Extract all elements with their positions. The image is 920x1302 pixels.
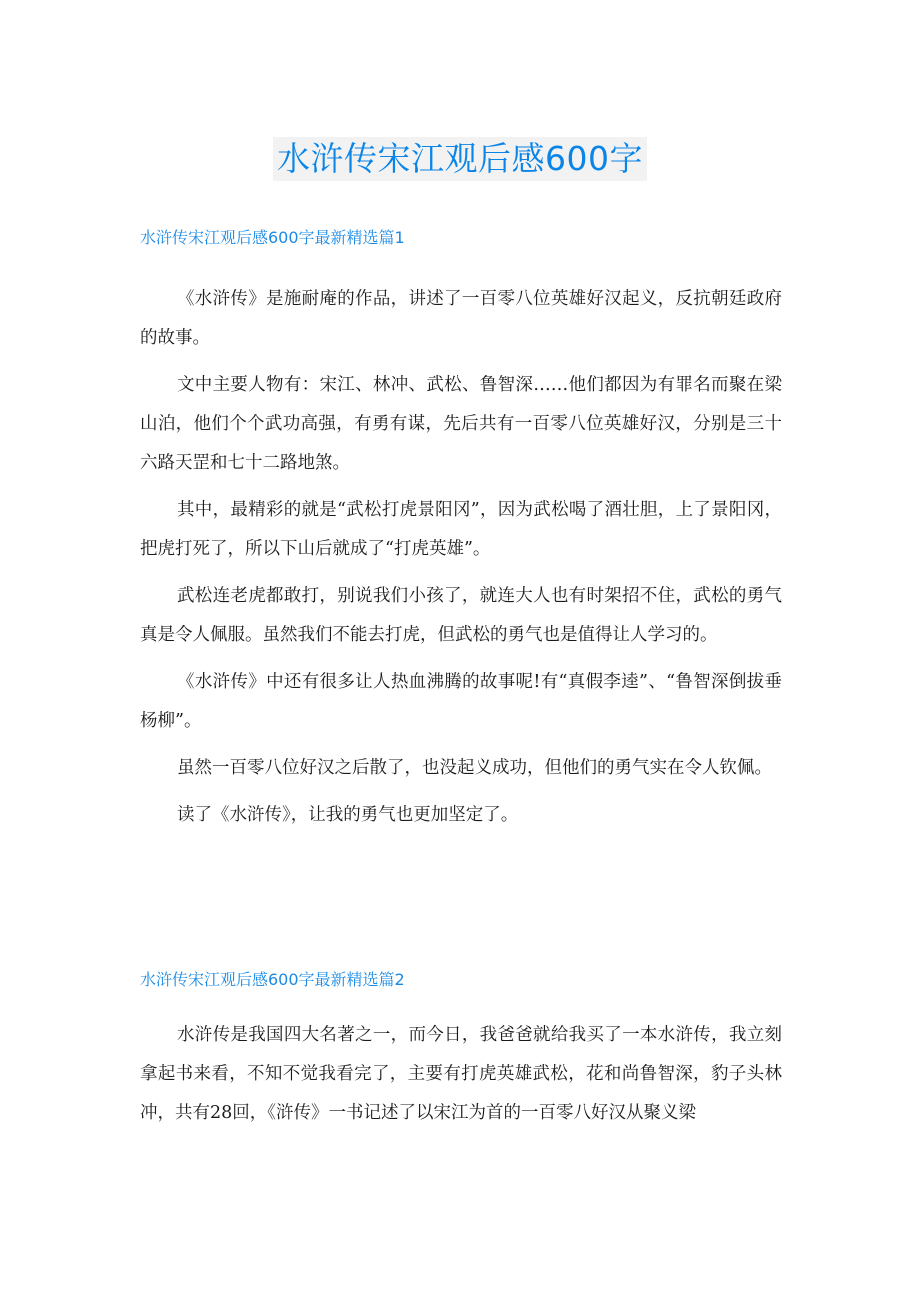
paragraph: 《水浒传》是施耐庵的作品，讲述了一百零八位英雄好汉起义，反抗朝廷政府的故事。 <box>140 289 782 348</box>
title-container <box>0 137 920 181</box>
paragraph: 读了《水浒传》，让我的勇气也更加坚定了。 <box>177 805 519 825</box>
paragraph: 水浒传是我国四大名著之一，而今日，我爸爸就给我买了一本水浒传，我立刻拿起书来看，不知不觉我看完了，主要有打虎英雄武松，花和尚鲁智深，豹子头林冲，共有28回，《浒传》一书记述了以宋江为首的一百零八好汉从聚义梁 <box>140 1025 782 1123</box>
paragraph: 武松连老虎都敢打，别说我们小孩了，就连大人也有时架招不住，武松的勇气真是令人佩服。虽然我们不能去打虎，但武松的勇气也是值得让人学习的。 <box>140 586 782 645</box>
section-heading-2: 水浒传宋江观后感600字最新精选篇2 <box>140 970 405 989</box>
paragraph: 《水浒传》中还有很多让人热血沸腾的故事呢!有“真假李逵”、“鲁智深倒拔垂杨柳”。 <box>140 672 782 731</box>
paragraph: 其中，最精彩的就是“武松打虎景阳冈”，因为武松喝了酒壮胆，上了景阳冈，把虎打死了，所以下山后就成了“打虎英雄”。 <box>140 500 782 559</box>
section-heading-1: 水浒传宋江观后感600字最新精选篇1 <box>140 228 405 247</box>
paragraph: 虽然一百零八位好汉之后散了，也没起义成功，但他们的勇气实在令人钦佩。 <box>177 758 772 778</box>
section-body-2 <box>140 1016 782 1141</box>
document-title: 水浒传宋江观后感600字 <box>273 137 647 181</box>
paragraph: 文中主要人物有：宋江、林冲、武松、鲁智深……他们都因为有罪名而聚在梁山泊，他们个个武功高强，有勇有谋，先后共有一百零八位英雄好汉，分别是三十六路天罡和七十二路地煞。 <box>140 375 782 473</box>
section-body-1 <box>140 280 782 843</box>
